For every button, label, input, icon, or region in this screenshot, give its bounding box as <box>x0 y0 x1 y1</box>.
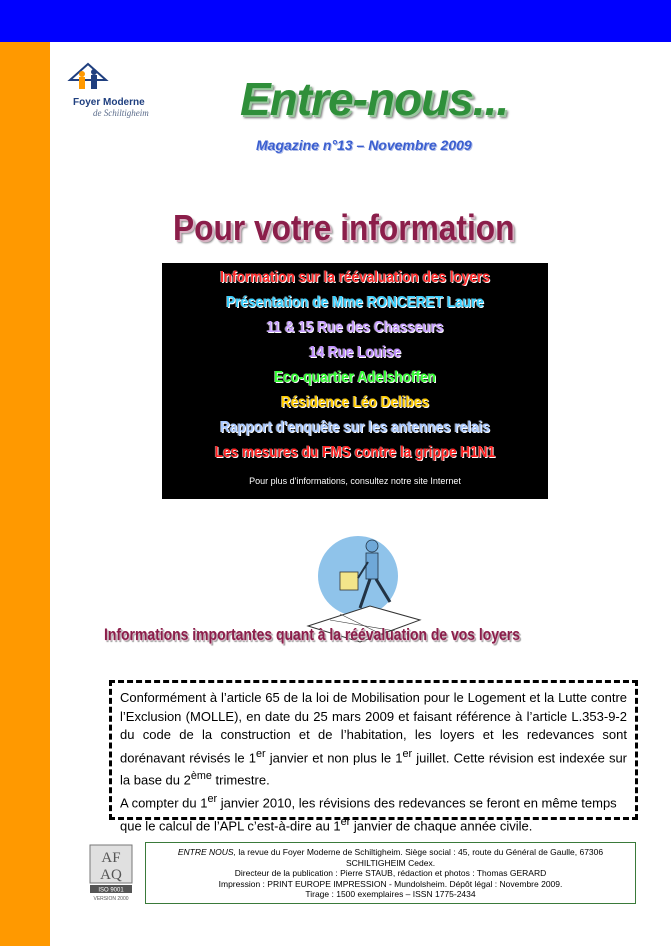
paragraph: Conformément à l’article 65 de la loi de Mobilisation pour le Logement et la Lutte contre l’Exclusion (MOLLE), en date du 25 mars 2009 et faisant référence à l’article L.353-9-2 du code de la construction et de l’habitation, les loyers et les redevances sont dorénavant révisés le 1er janvier et non plus le 1er juillet. Cette révision est indexée sur la base du 2ème trimestre. <box>120 690 628 788</box>
contents-item: Rapport d'enquête sur les antennes relais <box>219 419 491 436</box>
credits-line: SCHILTIGHEIM Cedex. <box>345 857 436 868</box>
logo-name: Foyer Moderne <box>73 97 145 108</box>
credits-line: ENTRE NOUS, la revue du Foyer Moderne de Schiltigheim. Siège social : 45, route du Général de Gaulle, 67306 <box>177 847 604 857</box>
credits-line: Tirage : 1500 exemplaires – ISSN 1775-2434 <box>305 889 476 899</box>
top-blue-bar <box>0 0 671 42</box>
magazine-issue: Magazine n°13 – Novembre 2009 <box>256 137 472 153</box>
afaq-text: AQ <box>100 867 122 883</box>
info-heading: Pour votre information <box>173 207 515 248</box>
info-contents-box <box>162 263 548 499</box>
logo-subtitle: de Schiltigheim <box>93 108 149 118</box>
publication-credits <box>145 842 636 904</box>
afaq-text: VERSION 2000 <box>93 896 129 902</box>
contents-footnote: Pour plus d'informations, consultez notre site Internet <box>249 476 461 486</box>
left-orange-bar <box>0 42 50 946</box>
contents-item: Présentation de Mme RONCERET Laure <box>226 294 484 311</box>
contents-item: Les mesures du FMS contre la grippe H1N1 <box>214 444 496 461</box>
section-title: Informations importantes quant à la réévaluation de vos loyers <box>104 625 520 644</box>
rent-revision-textbox <box>109 680 638 834</box>
contents-item: Information sur la réévaluation des loyers <box>220 269 490 286</box>
magazine-title: Entre-nous... <box>240 73 509 125</box>
contents-item: Eco-quartier Adelshoffen <box>274 369 436 386</box>
afaq-text: AF <box>101 850 121 866</box>
credits-line: Impression : PRINT EUROPE IMPRESSION - Mundolsheim. Dépôt légal : Novembre 2009. <box>218 878 563 889</box>
afaq-iso-logo <box>88 843 134 903</box>
credits-line: Directeur de la publication : Pierre STAUB, rédaction et photos : Thomas GERARD <box>234 868 547 878</box>
contents-item: 11 & 15 Rue des Chasseurs <box>266 319 444 336</box>
contents-item: Résidence Léo Delibes <box>280 394 430 411</box>
paragraph: A compter du 1er janvier 2010, les révisions des redevances se feront en même temps que le calcul de l’APL c’est-à-dire au 1er janvier de chaque année civile. <box>120 793 617 834</box>
afaq-text: ISO 9001 <box>98 887 124 894</box>
contents-item: 14 Rue Louise <box>308 344 402 361</box>
